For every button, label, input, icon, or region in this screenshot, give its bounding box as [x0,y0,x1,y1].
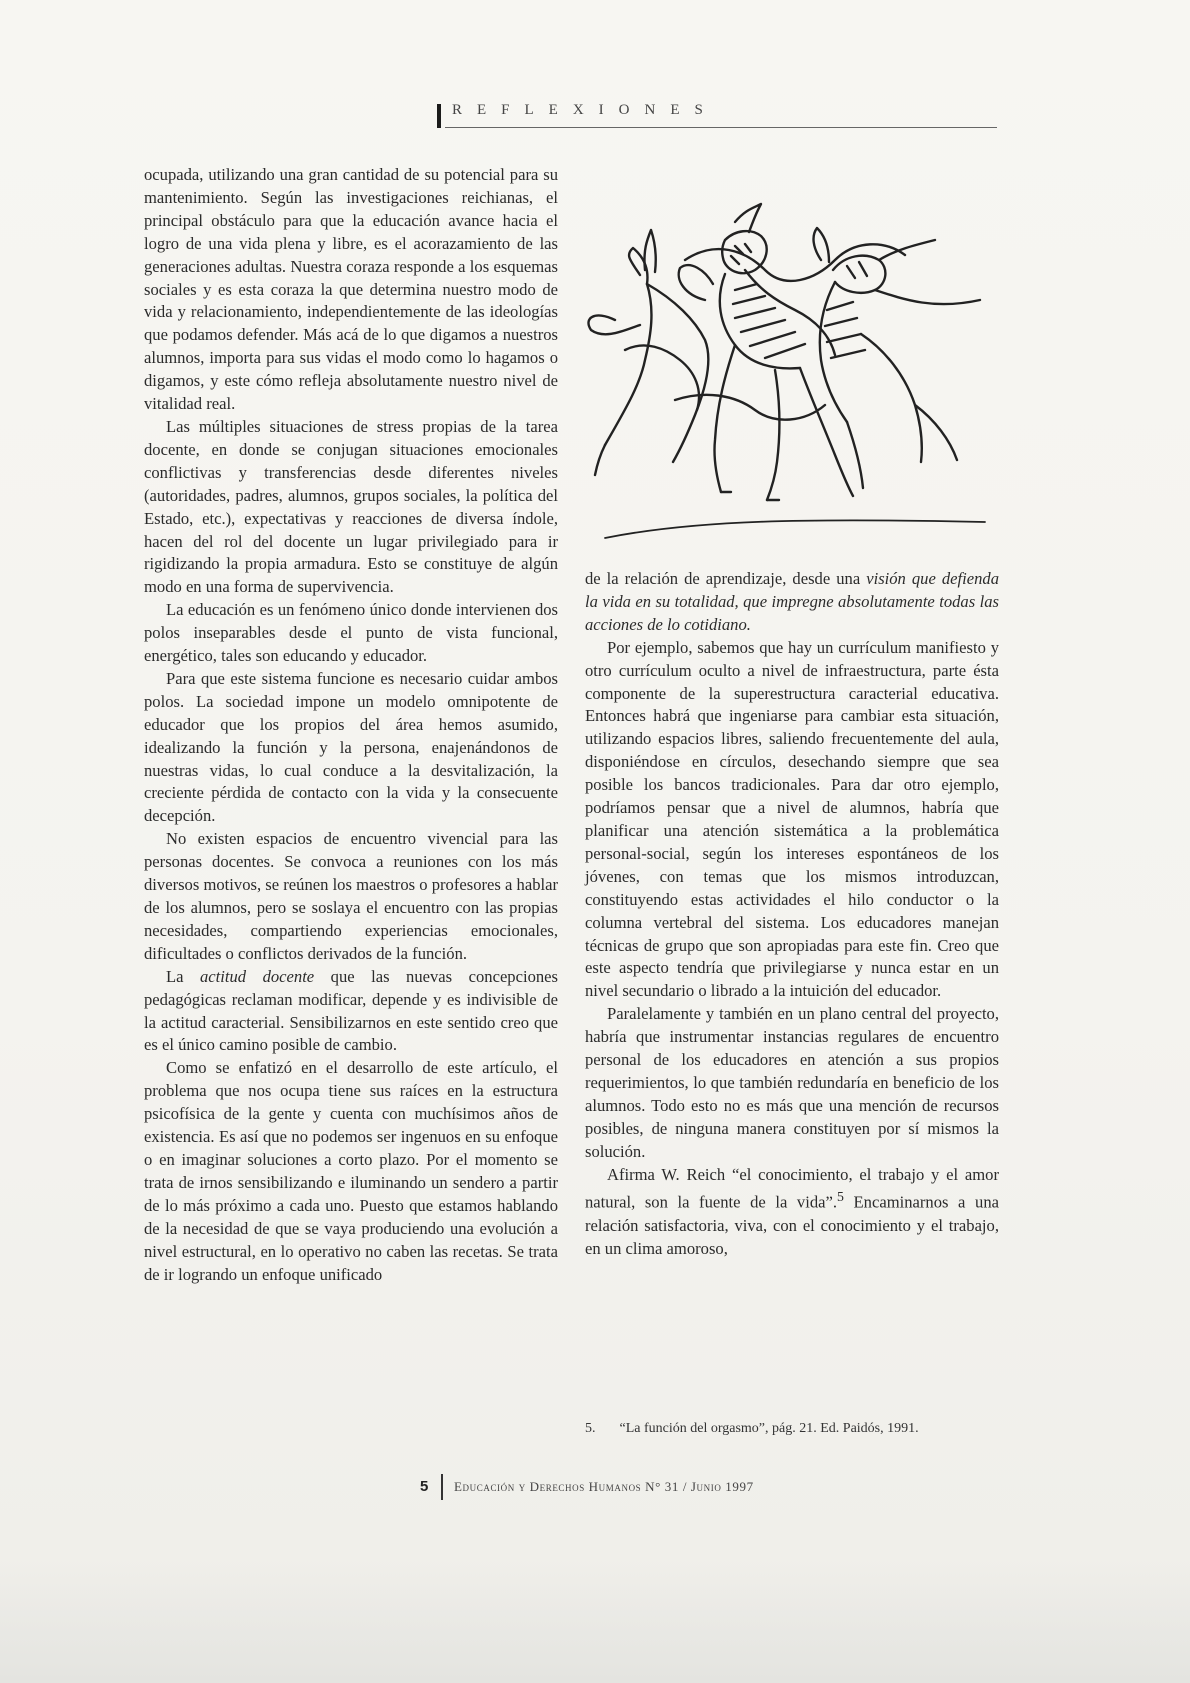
paragraph: Como se enfatizó en el desarrollo de este artículo, el problema que nos ocupa tiene sus raíces en la estructura psicofísica de la gente y cuenta con muchísimos años de existencia. Es así que no podemos ser ingenuos en su enfoque o en imaginar soluciones a corto plazo. Por el momento se trata de irnos sensibilizando e iluminando un sendero a partir de lo más próximo a cada uno. Puesto que estamos hablando de la necesidad de que se vaya produciendo una evolución a nivel estructural, en lo operativo no caben las recetas. Se trata de ir logrando un enfoque unificado [144,1058,558,1284]
paragraph: Para que este sistema funcione es necesario cuidar ambos polos. La sociedad impone un modelo omnipotente de educador que los propios del área hemos asumido, idealizando la función y la persona, enajenándonos de nuestras vidas, lo cual conduce a la desvitalización, la creciente pérdida de contacto con la vida y la consecuente decepción. [144,668,558,826]
publication-name: Educación y Derechos Humanos N° 31 / Junio 1997 [454,1479,754,1494]
paragraph [144,966,558,1058]
paragraph: Por ejemplo, sabemos que hay un currículum manifiesto y otro currículum oculto a nivel de infraestructura, parte ésta componente de la superestructura caracterial educativa. Entonces habrá que ingeniarse para cambiar esta situación, utilizando espacios libres, saliendo frecuentemente del aula, disponiéndose en círculos, desechando siempre que sea posible los bancos tradicionales. Para dar otro ejemplo, podríamos pensar que a nivel de alumnos, habría que planificar una atención sistemática a la problemática personal-social, según los intereses espontáneos de los jóvenes, con temas que los mismos introduzcan, constituyendo estas actividades el hilo conductor o la columna vertebral del sistema. Los educadores manejan técnicas de grupo que son apropiadas para este fin. Creo que este aspecto tendría que privilegiarse y nunca estar en un nivel secundario o librado a la intuición del educador. [585,637,999,1001]
footnote-ref: 5 [837,1189,844,1205]
section-title: REFLEXIONES [452,102,718,118]
footer-bar [441,1474,443,1500]
paragraph: La educación es un fenómeno único donde intervienen dos polos inseparables desde el punto de vista funcional, energético, tales son educando y educador. [144,600,558,666]
paragraph [585,568,999,637]
paragraph: ocupada, utilizando una gran cantidad de su potencial para su mantenimiento. Según las investigaciones reichianas, el principal obstáculo para que la educación avance hacia el logro de una vida plena y libre, es el acorazamiento de las generaciones adultas. Nuestra coraza responde a los esquemas sociales y es esta coraza la que determina nuestro modo de vida y relacionamiento, independientemente de las ideologías que podamos defender. Más acá de lo que digamos a nuestros alumnos, importa para sus vidas el modo como lo hagamos o digamos, y este cómo refleja absolutamente nuestro nivel de vitalidad real. [144,165,558,414]
paragraph [585,1164,999,1261]
paragraph: Paralelamente y también en un plano central del proyecto, habría que instrumentar instancias regulares de encuentro personal de los educadores en atención a sus propios requerimientos, lo que también redundaría en beneficio de los alumnos. Todo esto no es más que una mención de recursos posibles, de ninguna manera constituyen por sí mismos la solución. [585,1004,999,1161]
section-header [437,100,997,130]
scan-shadow [0,1560,1190,1683]
text-run: que las nuevas concepciones pedagógicas reclaman modificar, depende y es indivisible de la actitud caracterial. Sensibilizarnos en este sentido creo que es el único camino posible de cambio. [144,966,558,1055]
text-run: Afirma W. Reich “el conocimiento, el trabajo y el amor natural, son la fuente de la vida”. [585,1164,999,1212]
dancing-figures-drawing-icon [585,200,999,550]
text-run: Encaminarnos a una relación satisfactoria, viva, con el conocimiento y el trabajo, en un clima amoroso, [585,1193,999,1258]
footnote-number: 5. [585,1421,596,1436]
text-run: La [166,966,200,986]
header-rule [445,127,997,128]
footnote-text: “La función del orgasmo”, pág. 21. Ed. Paidós, 1991. [619,1421,919,1436]
header-bar [437,104,441,128]
right-column [585,568,999,1261]
paragraph: No existen espacios de encuentro vivencial para las personas docentes. Se convoca a reuniones con los más diversos motivos, se reúnen los maestros o profesores a hablar de los alumnos, pero se soslaya el encuentro con las propias necesidades, compartiendo experiencias emocionales, dificultades o conflictos derivados de la función. [144,829,558,963]
page-number: 5 [420,1478,429,1495]
footnote [585,1420,1005,1438]
emphasis: visión que defienda la vida en su totalidad, que impregne absolutamente todas las acciones de lo cotidiano. [585,569,999,634]
paragraph: Las múltiples situaciones de stress propias de la tarea docente, en donde se conjugan situaciones emocionales conflictivas y transferencias desde diferentes niveles (autoridades, padres, alumnos, grupos sociales, la política del Estado, etc.), expectativas y reacciones de diversa índole, hacen del rol del docente un lugar privilegiado para ir rigidizando la propia armadura. Esto se constituye de algún modo en una forma de supervivencia. [144,416,558,597]
left-column [144,164,558,1286]
page-footer [420,1474,980,1504]
text-run: de la relación de aprendizaje, desde una [585,569,867,588]
emphasis: actitud docente [200,966,315,986]
